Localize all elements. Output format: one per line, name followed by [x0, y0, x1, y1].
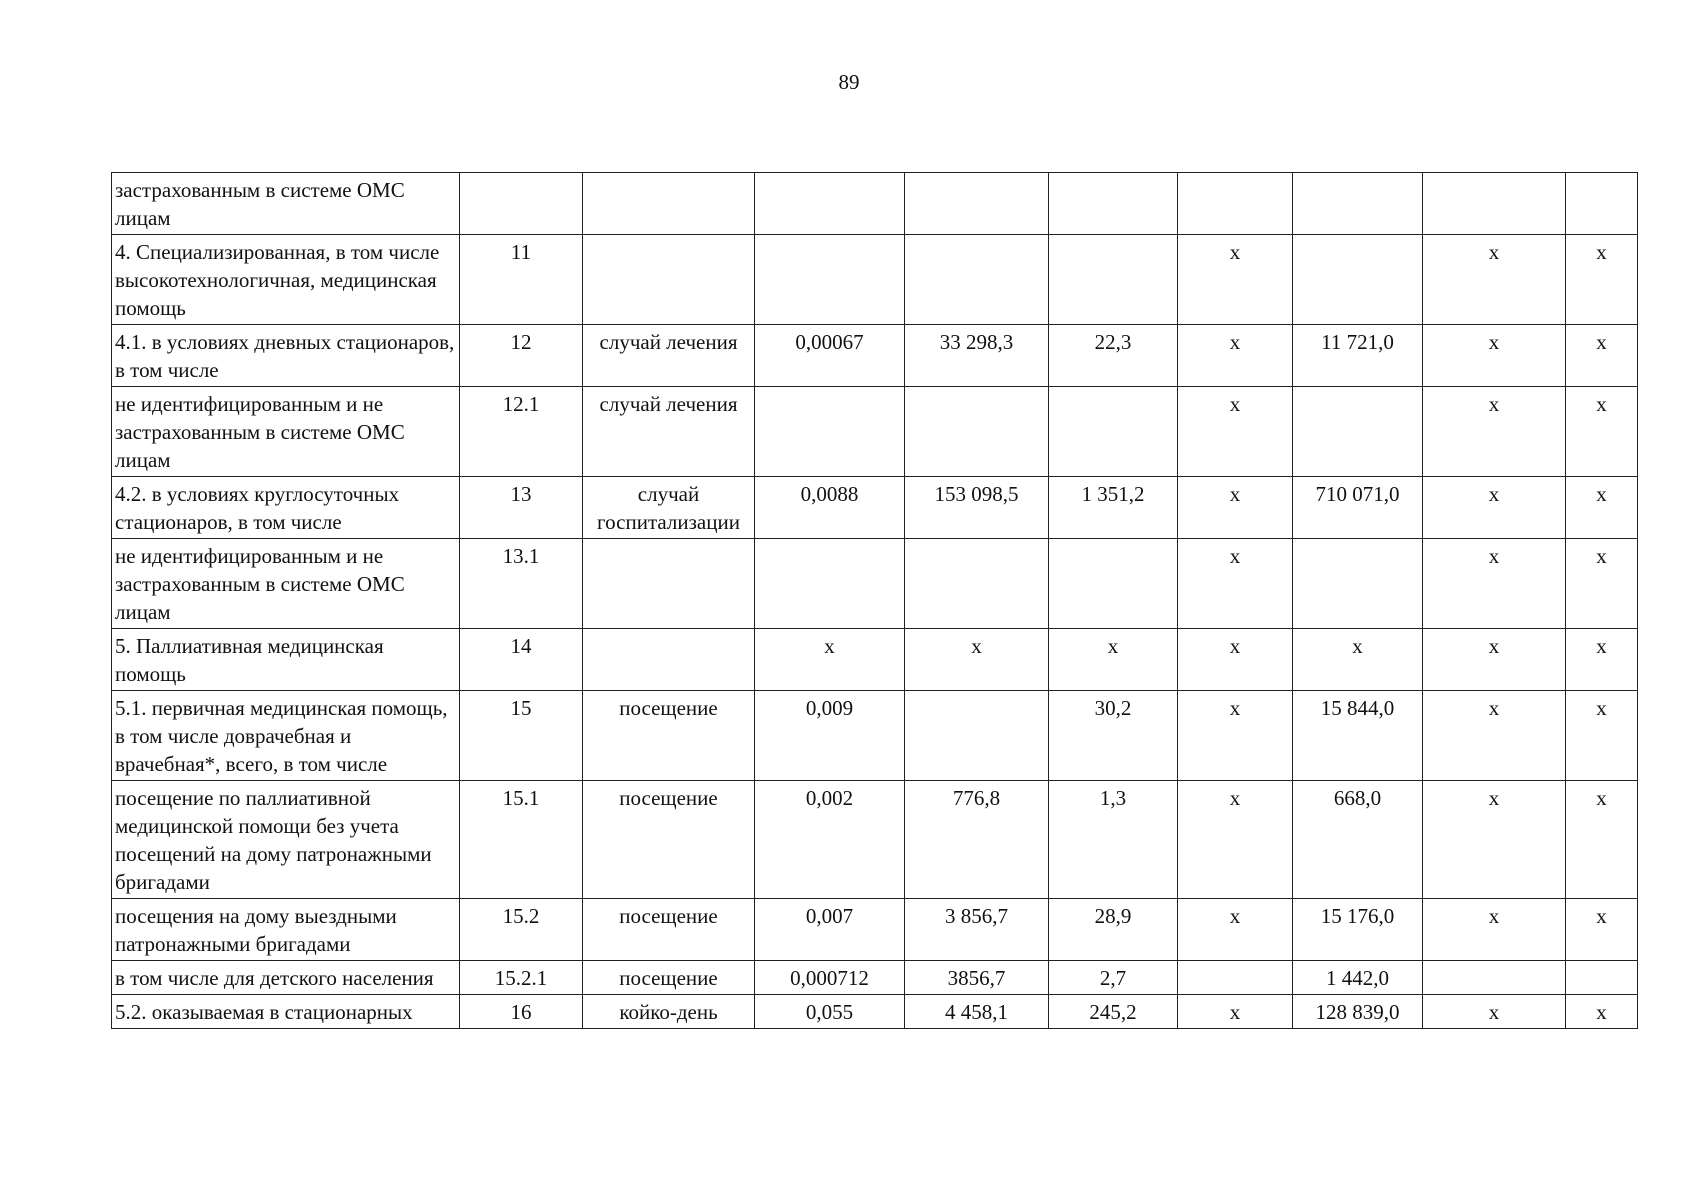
cell-row-number: 15.2.1 — [460, 961, 583, 995]
cell-cost-oms: х — [1423, 477, 1566, 539]
cell-per-capita: 2,7 — [1049, 961, 1178, 995]
cell-name: 4.2. в условиях круглосуточных стационаров, в том числе — [112, 477, 460, 539]
cell-cost-total: 1 442,0 — [1293, 961, 1423, 995]
cell-per-capita-oms: х — [1178, 691, 1293, 781]
table-row — [112, 387, 1638, 477]
cell-per-capita: 245,2 — [1049, 995, 1178, 1029]
table-row — [112, 173, 1638, 235]
cell-name: 5.2. оказываемая в стационарных — [112, 995, 460, 1029]
cell-cost-total — [1293, 539, 1423, 629]
cell-per-capita-oms — [1178, 173, 1293, 235]
cell-cost-oms: х — [1423, 629, 1566, 691]
cell-name: 4. Специализированная, в том числе высокотехнологичная, медицинская помощь — [112, 235, 460, 325]
cell-percent — [1566, 961, 1638, 995]
cell-cost-oms: х — [1423, 691, 1566, 781]
cell-norm-cost: х — [905, 629, 1049, 691]
table-row — [112, 629, 1638, 691]
cell-unit: посещение — [583, 961, 755, 995]
cell-cost-oms: х — [1423, 539, 1566, 629]
cell-norm-volume: х — [755, 629, 905, 691]
cell-unit — [583, 629, 755, 691]
table-row — [112, 961, 1638, 995]
cell-per-capita — [1049, 387, 1178, 477]
cell-unit: случай лечения — [583, 325, 755, 387]
cell-cost-total: 15 844,0 — [1293, 691, 1423, 781]
cell-norm-volume: 0,002 — [755, 781, 905, 899]
cell-unit: посещение — [583, 691, 755, 781]
cell-per-capita: 28,9 — [1049, 899, 1178, 961]
table-row — [112, 899, 1638, 961]
cell-norm-volume: 0,009 — [755, 691, 905, 781]
cell-norm-cost — [905, 691, 1049, 781]
cell-percent: х — [1566, 387, 1638, 477]
cell-unit: случай лечения — [583, 387, 755, 477]
cell-per-capita-oms: х — [1178, 539, 1293, 629]
table-row — [112, 539, 1638, 629]
cell-name: посещения на дому выездными патронажными бригадами — [112, 899, 460, 961]
cell-per-capita-oms: х — [1178, 387, 1293, 477]
cell-per-capita: х — [1049, 629, 1178, 691]
cell-unit — [583, 235, 755, 325]
table-body — [112, 173, 1638, 1029]
cell-norm-volume — [755, 539, 905, 629]
cell-name: 5. Паллиативная медицинская помощь — [112, 629, 460, 691]
cell-cost-total: 128 839,0 — [1293, 995, 1423, 1029]
cell-norm-cost: 33 298,3 — [905, 325, 1049, 387]
data-table — [111, 172, 1638, 1029]
cell-unit: койко-день — [583, 995, 755, 1029]
cell-percent — [1566, 173, 1638, 235]
cell-norm-cost: 776,8 — [905, 781, 1049, 899]
page-number: 89 — [838, 70, 860, 94]
cell-name: застрахованным в системе ОМС лицам — [112, 173, 460, 235]
cell-unit: случай госпитализации — [583, 477, 755, 539]
cell-per-capita-oms: х — [1178, 477, 1293, 539]
cell-cost-total: 11 721,0 — [1293, 325, 1423, 387]
cell-percent: х — [1566, 781, 1638, 899]
cell-percent: х — [1566, 629, 1638, 691]
cell-cost-total — [1293, 235, 1423, 325]
cell-cost-oms: х — [1423, 387, 1566, 477]
cell-per-capita-oms: х — [1178, 629, 1293, 691]
cell-norm-cost — [905, 539, 1049, 629]
cell-row-number: 11 — [460, 235, 583, 325]
cell-norm-cost: 3856,7 — [905, 961, 1049, 995]
cell-norm-volume: 0,0088 — [755, 477, 905, 539]
cell-norm-volume: 0,055 — [755, 995, 905, 1029]
cell-unit: посещение — [583, 899, 755, 961]
cell-cost-oms: х — [1423, 899, 1566, 961]
cell-norm-volume: 0,00067 — [755, 325, 905, 387]
cell-unit: посещение — [583, 781, 755, 899]
cell-row-number: 12.1 — [460, 387, 583, 477]
cell-name: посещение по паллиативной медицинской помощи без учета посещений на дому патронажными бригадами — [112, 781, 460, 899]
cell-unit — [583, 173, 755, 235]
cell-percent: х — [1566, 325, 1638, 387]
table-row — [112, 995, 1638, 1029]
cell-norm-cost — [905, 173, 1049, 235]
cell-per-capita-oms: х — [1178, 899, 1293, 961]
cell-name: не идентифицированным и не застрахованным в системе ОМС лицам — [112, 387, 460, 477]
cell-per-capita-oms: х — [1178, 781, 1293, 899]
cell-row-number: 13 — [460, 477, 583, 539]
table-row — [112, 781, 1638, 899]
cell-cost-total: 15 176,0 — [1293, 899, 1423, 961]
cell-row-number: 16 — [460, 995, 583, 1029]
cell-cost-total: 668,0 — [1293, 781, 1423, 899]
cell-per-capita: 1,3 — [1049, 781, 1178, 899]
cell-percent: х — [1566, 539, 1638, 629]
cell-cost-oms: х — [1423, 235, 1566, 325]
cell-percent: х — [1566, 899, 1638, 961]
cell-cost-total — [1293, 173, 1423, 235]
cell-percent: х — [1566, 235, 1638, 325]
cell-name: не идентифицированным и не застрахованным в системе ОМС лицам — [112, 539, 460, 629]
cell-per-capita-oms: х — [1178, 235, 1293, 325]
cell-norm-cost — [905, 387, 1049, 477]
cell-cost-oms: х — [1423, 995, 1566, 1029]
cell-name: 4.1. в условиях дневных стационаров, в том числе — [112, 325, 460, 387]
cell-row-number: 14 — [460, 629, 583, 691]
cell-per-capita-oms: х — [1178, 325, 1293, 387]
cell-row-number: 13.1 — [460, 539, 583, 629]
cell-unit — [583, 539, 755, 629]
cell-row-number: 12 — [460, 325, 583, 387]
cell-percent: х — [1566, 995, 1638, 1029]
cell-norm-cost: 3 856,7 — [905, 899, 1049, 961]
cell-cost-total: 710 071,0 — [1293, 477, 1423, 539]
cell-cost-oms: х — [1423, 325, 1566, 387]
cell-per-capita: 30,2 — [1049, 691, 1178, 781]
cell-per-capita-oms — [1178, 961, 1293, 995]
cell-percent: х — [1566, 477, 1638, 539]
cell-per-capita-oms: х — [1178, 995, 1293, 1029]
cell-per-capita: 1 351,2 — [1049, 477, 1178, 539]
cell-row-number: 15.2 — [460, 899, 583, 961]
cell-row-number — [460, 173, 583, 235]
cell-norm-cost: 4 458,1 — [905, 995, 1049, 1029]
cell-cost-total — [1293, 387, 1423, 477]
cell-norm-volume: 0,000712 — [755, 961, 905, 995]
cell-name: 5.1. первичная медицинская помощь, в том числе доврачебная и врачебная*, всего, в том числе — [112, 691, 460, 781]
table-row — [112, 325, 1638, 387]
cell-norm-volume: 0,007 — [755, 899, 905, 961]
cell-cost-oms — [1423, 173, 1566, 235]
cell-per-capita — [1049, 173, 1178, 235]
table-row — [112, 235, 1638, 325]
table-row — [112, 477, 1638, 539]
cell-percent: х — [1566, 691, 1638, 781]
table-row — [112, 691, 1638, 781]
cell-per-capita — [1049, 539, 1178, 629]
cell-norm-volume — [755, 173, 905, 235]
cell-cost-total: х — [1293, 629, 1423, 691]
cell-cost-oms: х — [1423, 781, 1566, 899]
cell-norm-cost: 153 098,5 — [905, 477, 1049, 539]
cell-per-capita: 22,3 — [1049, 325, 1178, 387]
cell-name: в том числе для детского населения — [112, 961, 460, 995]
cell-row-number: 15.1 — [460, 781, 583, 899]
cell-row-number: 15 — [460, 691, 583, 781]
cell-per-capita — [1049, 235, 1178, 325]
cell-norm-volume — [755, 235, 905, 325]
cell-cost-oms — [1423, 961, 1566, 995]
cell-norm-volume — [755, 387, 905, 477]
cell-norm-cost — [905, 235, 1049, 325]
